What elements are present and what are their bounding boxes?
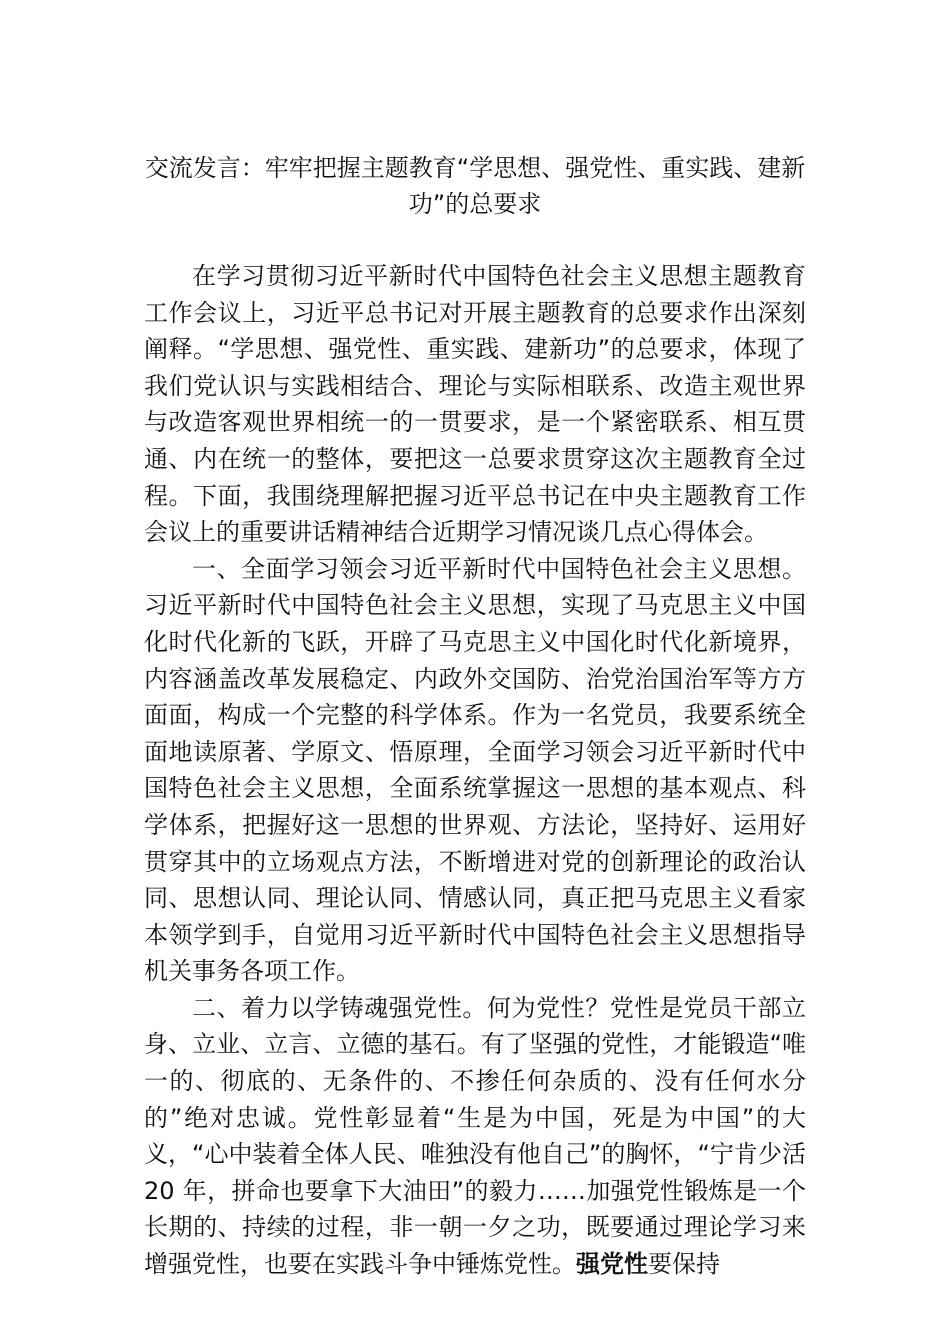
document-page — [144, 150, 806, 1283]
paragraph-section-one: 一、全面学习领会习近平新时代中国特色社会主义思想。习近平新时代中国特色社会主义思想，实现了马克思主义中国化时代化新的飞跃，开辟了马克思主义中国化时代化新境界，内容涵盖改革发展稳定、内政外交国防、治党治国治军等方方面面，构成一个完整的科学体系。作为一名党员，我要系统全面地读原著、学原文、悟原理，全面学习领会习近平新时代中国特色社会主义思想，全面系统掌握这一思想的基本观点、科学体系，把握好这一思想的世界观、方法论，坚持好、运用好贯穿其中的立场观点方法，不断增进对党的创新理论的政治认同、思想认同、理论认同、情感认同，真正把马克思主义看家本领学到手，自觉用习近平新时代中国特色社会主义思想指导机关事务各项工作。 — [144, 554, 806, 986]
paragraph-section-two-text: 二、着力以学铸魂强党性。何为党性？党性是党员干部立身、立业、立言、立德的基石。有了坚强的党性，才能锻造“唯一的、彻底的、无条件的、不掺任何杂质的、没有任何水分的”绝对忠诚。党性彰显着“生是为中国，死是为中国”的大义，“心中装着全体人民、唯独没有他自己”的胸怀，“宁肯少活 20 年，拼命也要拿下大油田”的毅力……加强党性锻炼是一个长期的、持续的过程，非一朝一夕之功，既要通过理论学习来增强党性，也要在实践斗争中锤炼党性。 — [144, 993, 806, 1279]
paragraph-section-two — [144, 990, 806, 1283]
paragraph-intro: 在学习贯彻习近平新时代中国特色社会主义思想主题教育工作会议上，习近平总书记对开展主题教育的总要求作出深刻阐释。“学思想、强党性、重实践、建新功”的总要求，体现了我们党认识与实践相结合、理论与实际相联系、改造主观世界与改造客观世界相统一的一贯要求，是一个紧密联系、相互贯通、内在统一的整体，要把这一总要求贯穿这次主题教育全过程。下面，我围绕理解把握习近平总书记在中央主题教育工作会议上的重要讲话精神结合近期学习情况谈几点心得体会。 — [144, 262, 806, 547]
document-title: 交流发言：牢牢把握主题教育“学思想、强党性、重实践、建新功”的总要求 — [144, 154, 806, 218]
bold-keyword: 强党性 — [576, 1250, 648, 1279]
paragraph-section-two-tail: 要保持 — [648, 1250, 720, 1279]
